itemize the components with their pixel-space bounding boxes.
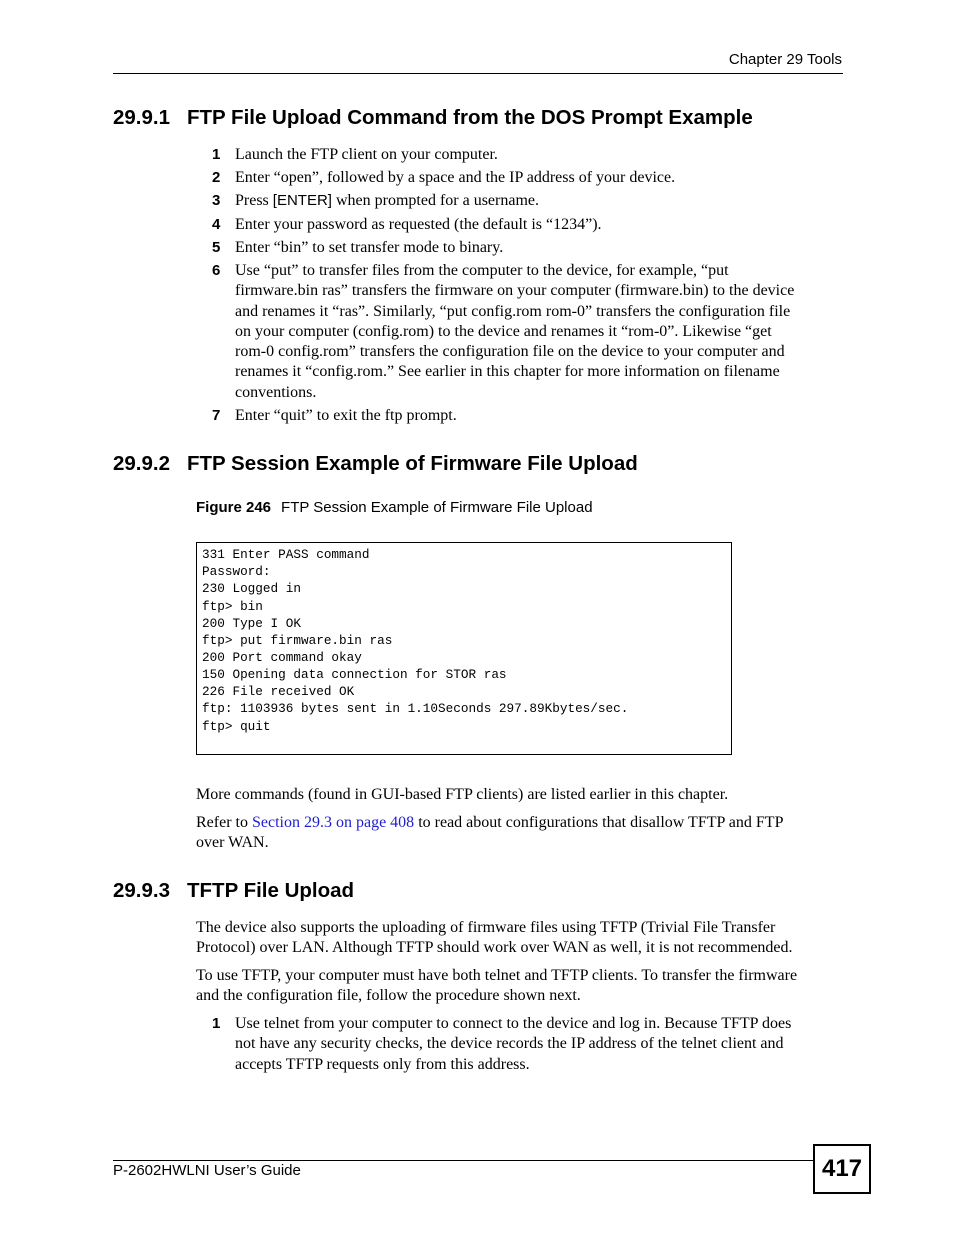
step-number: 5	[212, 239, 221, 256]
section-heading-29-9-3	[113, 879, 354, 903]
step-number: 2	[212, 169, 221, 186]
step-item	[212, 215, 838, 235]
step-text: Enter “open”, followed by a space and the IP address of your device.	[235, 169, 676, 186]
section-title: FTP Session Example of Firmware File Upload	[187, 452, 638, 475]
code-line: ftp: 1103936 bytes sent in 1.10Seconds 297.89Kbytes/sec.	[202, 701, 629, 716]
step-item	[212, 145, 838, 165]
paragraph-line: The device also supports the uploading of firmware files using TFTP (Trivial File Transfer	[196, 919, 776, 936]
paragraph-line: Protocol) over LAN. Although TFTP should work over WAN as well, it is not recommended.	[196, 939, 793, 957]
paragraph-line: and the configuration file, follow the procedure shown next.	[196, 987, 581, 1005]
guide-name: P-2602HWLNI User’s Guide	[113, 1162, 301, 1179]
step-line: Use telnet from your computer to connect to the device and log in. Because TFTP does	[235, 1015, 792, 1032]
step-item	[212, 1014, 838, 1075]
code-line: 150 Opening data connection for STOR ras	[202, 667, 507, 682]
step-text: Enter “bin” to set transfer mode to binary.	[235, 239, 504, 256]
section-number: 29.9.2	[113, 452, 170, 475]
code-line: 200 Port command okay	[202, 650, 362, 665]
section-number: 29.9.3	[113, 879, 170, 902]
chapter-label: Chapter 29 Tools	[728, 51, 842, 68]
step-text	[235, 261, 838, 403]
step-item	[212, 191, 838, 211]
paragraph-text: to read about configurations that disallow TFTP and FTP	[414, 814, 784, 831]
step-line: firmware.bin ras” transfers the firmware on your computer (firmware.bin) to the device	[235, 282, 795, 300]
header-divider	[113, 73, 843, 74]
code-line: 331 Enter PASS command	[202, 547, 370, 562]
code-line: 230 Logged in	[202, 581, 301, 596]
figure-caption	[196, 499, 593, 516]
paragraph	[196, 918, 842, 959]
step-text-after: when prompted for a username.	[331, 192, 540, 209]
step-number: 1	[212, 1015, 221, 1032]
step-item	[212, 261, 838, 403]
code-listing	[196, 542, 732, 755]
footer-divider	[113, 1160, 813, 1161]
section-title: TFTP File Upload	[187, 879, 355, 902]
paragraph	[196, 813, 842, 854]
code-line: ftp> put firmware.bin ras	[202, 633, 393, 648]
step-number: 3	[212, 192, 221, 209]
step-number: 6	[212, 262, 221, 279]
section-number: 29.9.1	[113, 106, 170, 129]
step-line: conventions.	[235, 383, 317, 401]
step-item	[212, 238, 838, 258]
step-number: 7	[212, 407, 221, 424]
code-line: ftp> quit	[202, 719, 271, 734]
step-number: 1	[212, 146, 221, 163]
step-line: and renames it “ras”. Similarly, “put config.rom rom-0” transfers the configuration file	[235, 302, 791, 320]
step-item	[212, 406, 838, 426]
figure-label: Figure 246	[196, 499, 272, 516]
step-line: not have any security checks, the device records the IP address of the telnet client and	[235, 1035, 784, 1053]
step-text	[235, 1014, 838, 1075]
step-text	[235, 191, 838, 211]
section-heading-29-9-1	[113, 106, 753, 130]
step-line: renames it “config.rom.” See earlier in this chapter for more information on filename	[235, 363, 780, 381]
enter-key-label: [ENTER]	[272, 192, 332, 209]
step-line: accepts TFTP requests only from this address.	[235, 1055, 530, 1073]
step-line: rom-0 config.rom” transfers the configuration file on the device to your computer and	[235, 343, 785, 361]
section-reference-link[interactable]: Section 29.3 on page 408	[251, 814, 415, 831]
step-text-before: Press	[235, 192, 273, 209]
step-item	[212, 168, 838, 188]
step-line: on your computer (config.rom) to the device and renames it “rom-0”. Likewise “get	[235, 322, 772, 340]
paragraph-text: Refer to	[196, 814, 252, 831]
figure-caption-text: FTP Session Example of Firmware File Upload	[281, 499, 593, 516]
step-line: Use “put” to transfer files from the computer to the device, for example, “put	[235, 262, 729, 279]
paragraph-line: To use TFTP, your computer must have both telnet and TFTP clients. To transfer the firmware	[196, 967, 798, 984]
code-line: ftp> bin	[202, 599, 263, 614]
page-number: 417	[813, 1144, 871, 1194]
step-text: Enter “quit” to exit the ftp prompt.	[235, 407, 457, 424]
code-line: 200 Type I OK	[202, 616, 301, 631]
section-title: FTP File Upload Command from the DOS Prompt Example	[187, 106, 753, 129]
step-text: Launch the FTP client on your computer.	[235, 146, 498, 163]
section-heading-29-9-2	[113, 452, 638, 476]
paragraph: More commands (found in GUI-based FTP clients) are listed earlier in this chapter.	[196, 786, 729, 803]
paragraph-text: over WAN.	[196, 834, 269, 852]
paragraph	[196, 966, 842, 1007]
step-number: 4	[212, 216, 221, 233]
step-text: Enter your password as requested (the default is “1234”).	[235, 216, 602, 233]
code-line: 226 File received OK	[202, 684, 355, 699]
code-line: Password:	[202, 564, 271, 579]
